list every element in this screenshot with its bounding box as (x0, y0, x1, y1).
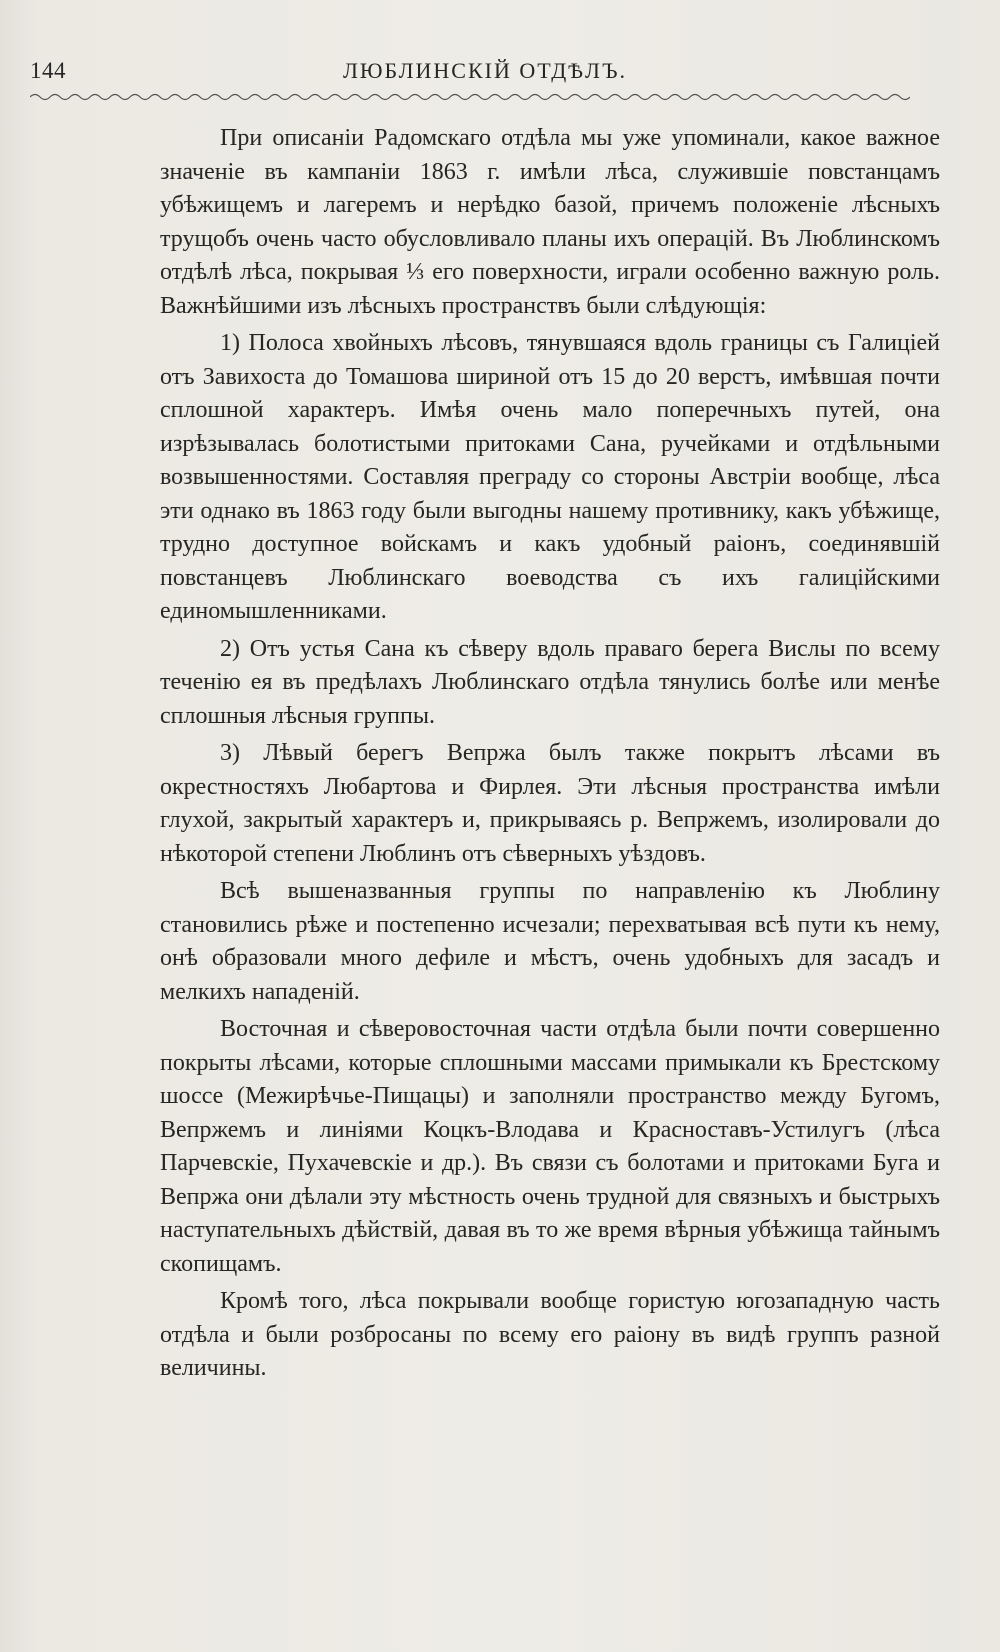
paragraph-item-3: 3) Лѣвый берегъ Вепржа былъ также покрытъ лѣсами въ окрестностяхъ Любартова и Фирлея. Эти лѣсныя пространства имѣли глухой, закрытый характеръ и, прикрываясь р. Вепржемъ, изолировали до нѣкоторой степени Люблинъ отъ сѣверныхъ уѣздовъ. (160, 740, 940, 867)
paragraph-groups: Всѣ вышеназванныя группы по направленію къ Люблину становились рѣже и постепенно исчезали; перехватывая всѣ пути къ нему, онѣ образовали много дефиле и мѣстъ, очень удобныхъ для засадъ и мелкихъ нападеній. (160, 878, 940, 1005)
page-header (30, 58, 940, 88)
body-text (160, 122, 940, 1390)
paragraph-east: Восточная и сѣверовосточная части отдѣла были почти совершенно покрыты лѣсами, которые сплошными массами примыкали къ Брестскому шоссе (Межирѣчье-Пищацы) и заполняли пространство между Бугомъ, Вепржемъ и линіями Коцкъ-Влодава и Красноставъ-Устилугъ (лѣса Парчевскіе, Пухачевскіе и др.). Въ связи съ болотами и притоками Буга и Вепржа они дѣлали эту мѣстность очень трудной для связныхъ и быстрыхъ наступательныхъ дѣйствій, давая въ то же время вѣрныя убѣжища тайнымъ скопищамъ. (160, 1016, 940, 1277)
paragraph-southwest: Кромѣ того, лѣса покрывали вообще гористую югозападную часть отдѣла и были розбросаны по всему его раіону въ видѣ группъ разной величины. (160, 1288, 940, 1381)
paragraph-item-2: 2) Отъ устья Сана къ сѣверу вдоль праваго берега Вислы по всему теченію ея въ предѣлахъ Люблинскаго отдѣла тянулись болѣе или менѣе сплошныя лѣсныя группы. (160, 635, 940, 729)
wavy-rule (30, 90, 910, 104)
paragraph-item-1: 1) Полоса хвойныхъ лѣсовъ, тянувшаяся вдоль границы съ Галиціей отъ Завихоста до Томашова шириной отъ 15 до 20 верстъ, имѣвшая почти сплошной характеръ. Имѣя очень мало поперечныхъ путей, она изрѣзывалась болотистыми притоками Сана, ручейками и отдѣльными возвышенностями. Составляя преграду со стороны Австріи вообще, лѣса эти однако въ 1863 году были выгодны нашему противнику, какъ убѣжище, трудно доступное войскамъ и какъ удобный раіонъ, соединявшій повстанцевъ Люблинскаго воеводства съ ихъ галиційскими единомышленниками. (160, 330, 940, 624)
paragraph-intro: При описаніи Радомскаго отдѣла мы уже упоминали, какое важное значеніе въ кампаніи 1863 г. имѣли лѣса, служившіе повстанцамъ убѣжищемъ и лагеремъ и нерѣдко базой, причемъ положеніе лѣсныхъ трущобъ очень часто обусловливало планы ихъ операцій. Въ Люблинскомъ отдѣлѣ лѣса, покрывая ⅓ его поверхности, играли особенно важную роль. Важнѣйшими изъ лѣсныхъ пространствъ были слѣдующія: (160, 125, 940, 319)
page-number: 144 (30, 58, 66, 83)
running-head: ЛЮБЛИНСКІЙ ОТДѢЛЪ. (342, 58, 628, 83)
